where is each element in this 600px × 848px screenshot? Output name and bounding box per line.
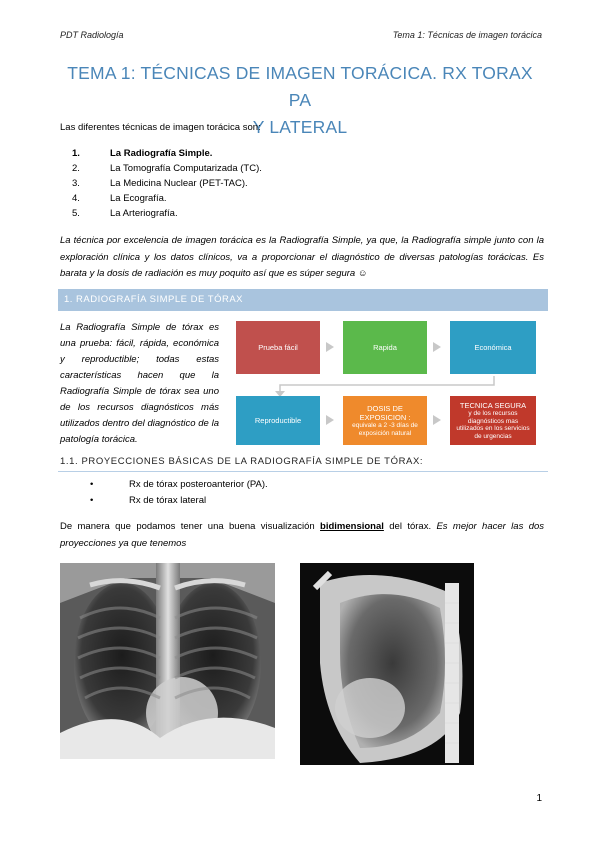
section-heading-bar (58, 289, 548, 311)
list-number: 4. (72, 193, 80, 204)
subsection-heading-bar (58, 451, 548, 472)
list-label: La Medicina Nuclear (PET-TAC). (110, 178, 248, 189)
para2-italic: Es mejor hacer las dos proyecciones ya que tenemos (60, 521, 545, 549)
projections-paragraph (60, 518, 544, 552)
intro-paragraph: La técnica por excelencia de imagen torácica es la Radiografía Simple, ya que, la Radiografía simple junto con la exploración clínica y los datos clínicos, va a proporcionar el diagnóstico de diversas patologías torácicas. Es barata y la dosis de radiación es muy poquito así que es súper segura ☺ (60, 235, 544, 279)
list-label: La Radiografía Simple. (110, 148, 213, 159)
dosis-sub: equivale a 2 -3 días de exposición natural (352, 421, 418, 437)
list-label: La Tomografía Computarizada (TC). (110, 163, 262, 174)
segura-sub: y de los recursos diagnósticos mas utilizados en los servicios de urgencias (456, 410, 530, 440)
list-item (90, 493, 268, 509)
diagram-box-reproductible: Reproductible (236, 396, 320, 445)
bullet: • (90, 495, 94, 506)
title-line-1: TEMA 1: TÉCNICAS DE IMAGEN TORÁCICA. RX TORAX PA (67, 63, 533, 110)
xray-pa-graphic (60, 563, 275, 759)
header-left: PDT Radiología (60, 30, 124, 40)
header-right: Tema 1: Técnicas de imagen torácica (392, 30, 542, 40)
diagram-box-rapida: Rapida (343, 321, 427, 374)
section-heading: 1. RADIOGRAFÍA SIMPLE DE TÓRAX (64, 294, 244, 305)
arrow-right-icon (326, 342, 334, 352)
bullet: • (90, 479, 94, 490)
list-label: Rx de tórax posteroanterior (PA). (129, 479, 268, 490)
page-number: 1 (536, 793, 542, 804)
xray-pa-image (60, 563, 275, 759)
para2-underlined: bidimensional (320, 521, 384, 532)
xray-lateral-graphic (300, 563, 474, 765)
arrow-right-icon (326, 415, 334, 425)
projections-list (90, 477, 268, 509)
section-side-text: La Radiografía Simple de tórax es una prueba: fácil, rápida, económica y reproductible; todas estas características hacen que la Radiografía Simple de tórax sea uno de los recursos diagnósticos más utilizados dentro del diagnóstico de la patología torácica. (60, 322, 219, 445)
list-number: 1. (72, 148, 80, 159)
para2-after: del tórax. (383, 521, 432, 532)
list-number: 5. (72, 208, 80, 219)
techniques-list (72, 146, 262, 221)
list-item (72, 206, 262, 221)
connector-arrow-icon (230, 374, 540, 398)
diagram-box-segura (450, 396, 536, 445)
list-item (72, 146, 262, 161)
list-item (72, 161, 262, 176)
diagram-box-dosis (343, 396, 427, 445)
arrow-right-icon (433, 415, 441, 425)
list-label: La Arteriografía. (110, 208, 178, 219)
list-number: 2. (72, 163, 80, 174)
dosis-title: DOSIS DE EXPOSICION : (359, 403, 411, 422)
subsection-heading: 1.1. PROYECCIONES BÁSICAS DE LA RADIOGRAFÍA SIMPLE DE TÓRAX: (60, 456, 424, 467)
list-label: La Ecografía. (110, 193, 167, 204)
segura-title: TECNICA SEGURA (459, 401, 527, 410)
diagram-box-prueba: Prueba fácil (236, 321, 320, 374)
list-item (72, 191, 262, 206)
list-item (72, 176, 262, 191)
title-line-2: Y LATERAL (252, 117, 348, 137)
list-item (90, 477, 268, 493)
arrow-right-icon (433, 342, 441, 352)
list-number: 3. (72, 178, 80, 189)
para2-before: De manera que podamos tener una buena visualización (60, 521, 321, 532)
intro-text: Las diferentes técnicas de imagen torácica son: (60, 122, 261, 133)
diagram-box-economica: Económica (450, 321, 536, 374)
xray-lateral-image (300, 563, 474, 765)
list-label: Rx de tórax lateral (129, 495, 207, 506)
